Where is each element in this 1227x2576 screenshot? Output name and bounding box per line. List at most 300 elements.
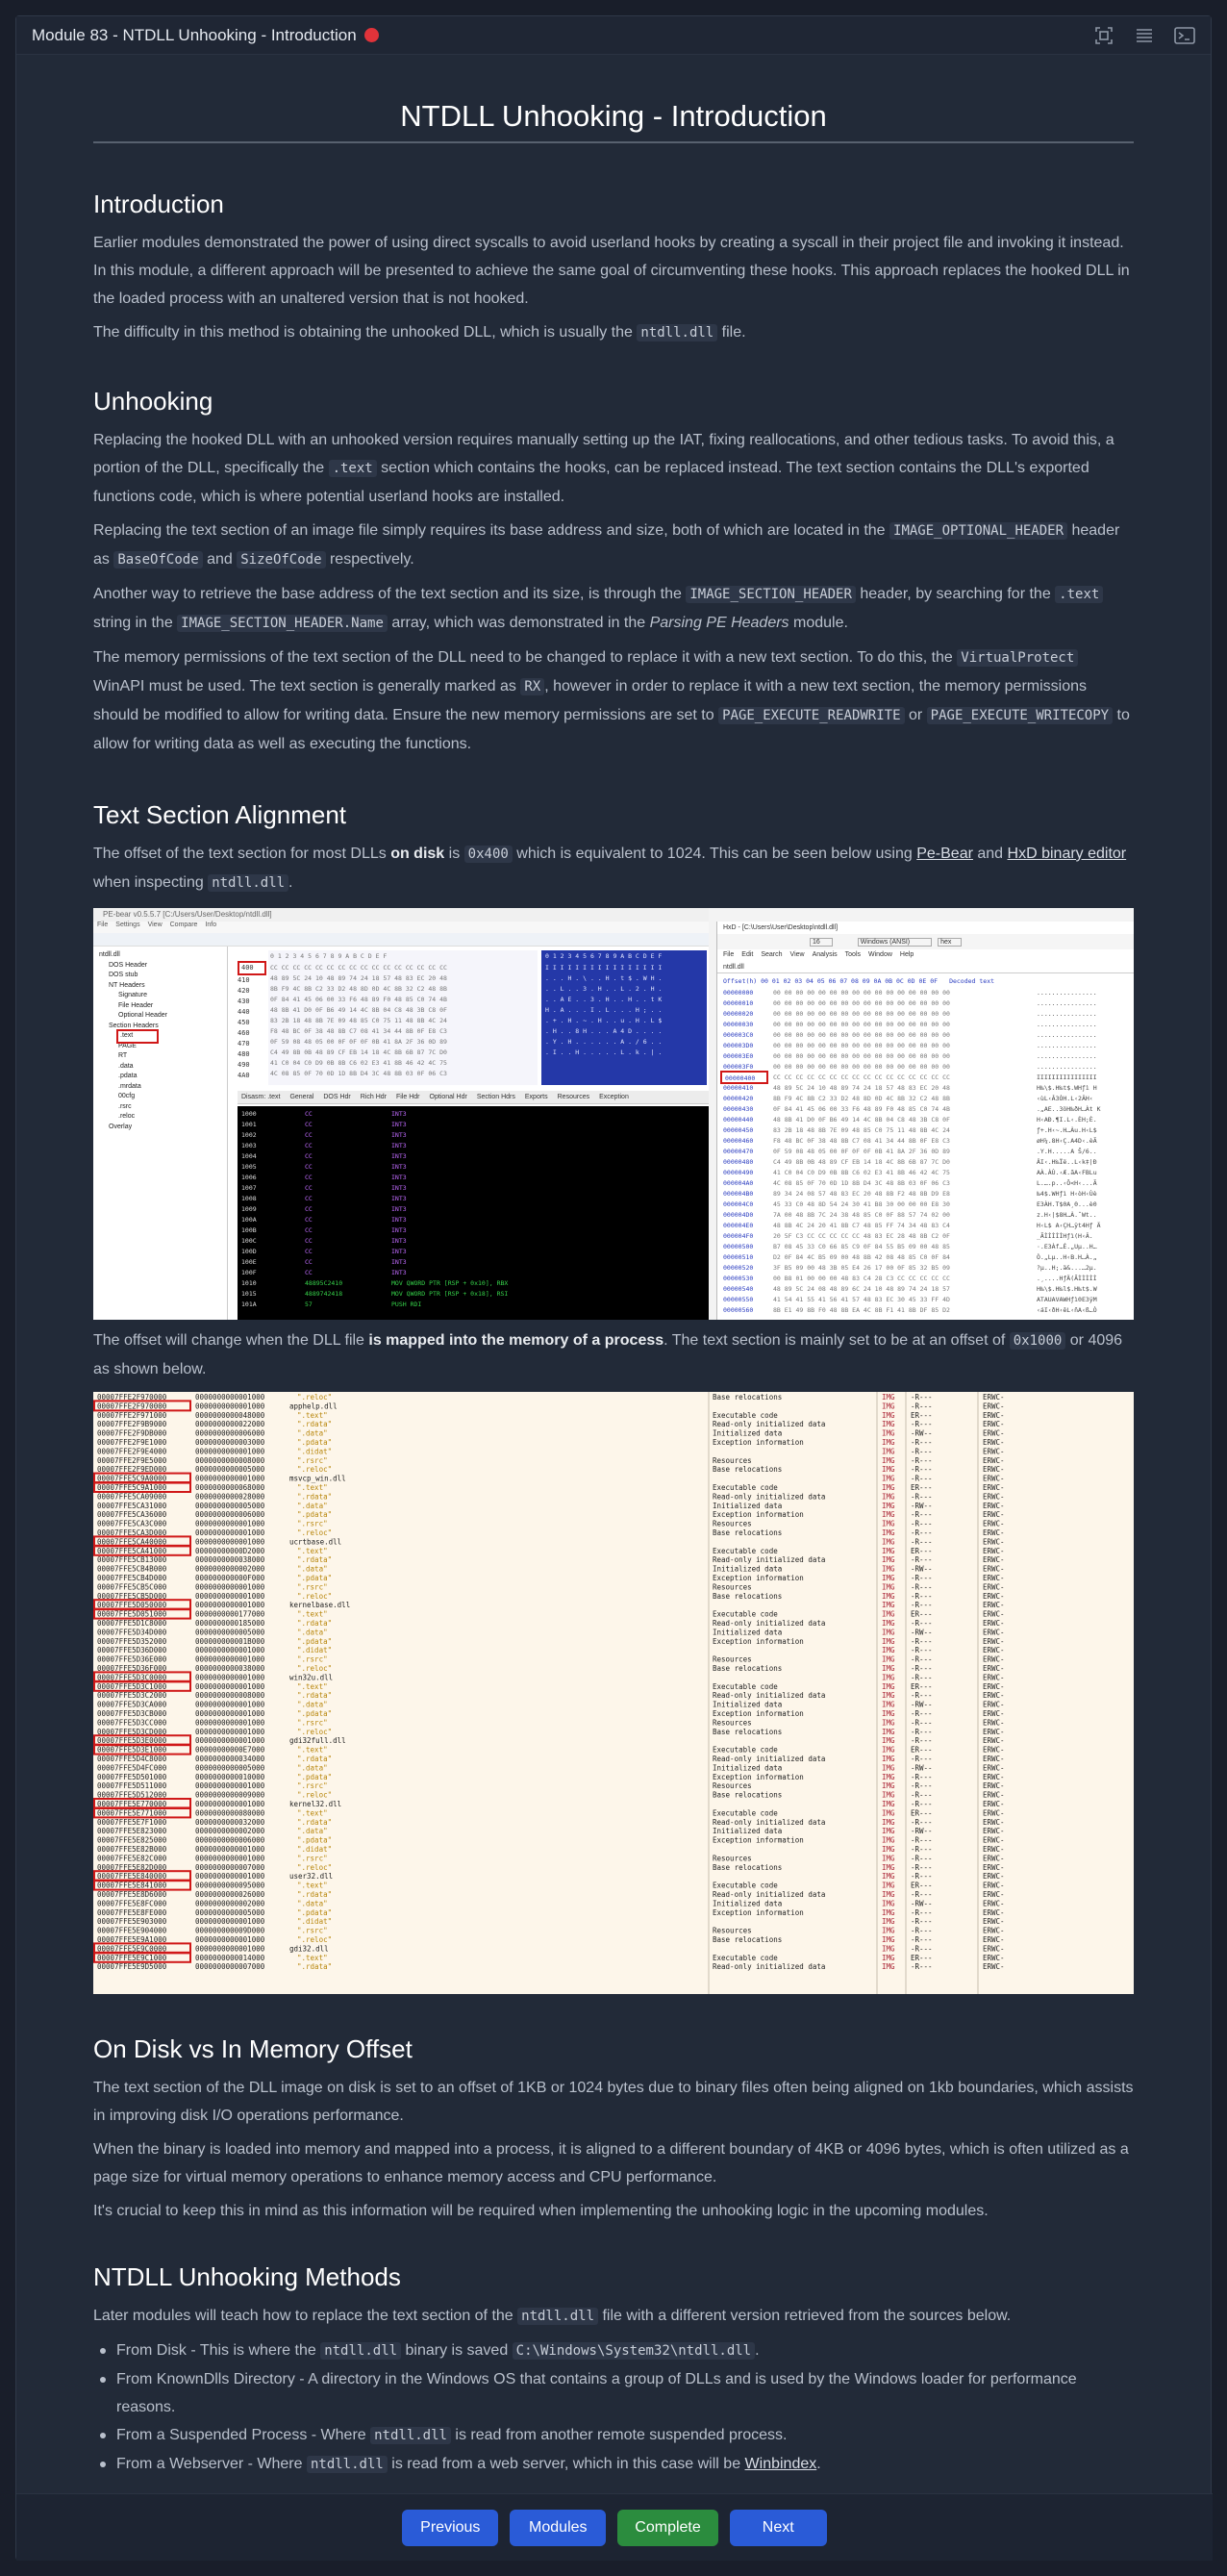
type-cell: IMG — [882, 1917, 895, 1927]
owner-cell: ".data" — [297, 1501, 328, 1510]
pebear-menu-item: File — [97, 922, 109, 928]
type-cell: IMG — [882, 1862, 895, 1872]
svg-text:00 00 00 00 00 00 00 00 00 00: 00 00 00 00 00 00 00 00 00 00 00 00 00 00 00 00 — [773, 1052, 950, 1060]
hxd-encoding-select[interactable]: Windows (ANSI) — [858, 938, 932, 947]
owner-cell: kernelbase.dll — [289, 1601, 351, 1610]
protection-cell: -R--- — [911, 1944, 933, 1954]
protection-cell: ER--- — [911, 1808, 933, 1818]
address-cell: 00007FFE5CB4B000 — [97, 1564, 167, 1574]
type-cell: IMG — [882, 1537, 895, 1547]
pebear-tree-item: Section Headers — [109, 1022, 159, 1029]
inline-code: ntdll.dll — [307, 2456, 388, 2473]
svg-text:INT3: INT3 — [391, 1163, 407, 1171]
svg-text:3F B5 09 00 48 3B 05 E4 26 17: 3F B5 09 00 48 3B 05 E4 26 17 00 0F 85 32 B5 09 — [773, 1264, 950, 1272]
owner-cell: ".data" — [297, 1827, 328, 1836]
type-cell: IMG — [882, 1845, 895, 1854]
svg-text:INT3: INT3 — [391, 1195, 407, 1202]
svg-text:00000540: 00000540 — [723, 1285, 754, 1293]
size-cell: 0000000000001000 — [195, 1402, 265, 1411]
pebear-tab: Rich Hdr — [360, 1094, 387, 1100]
svg-text:00000520: 00000520 — [723, 1264, 754, 1272]
pebear-tab: Resources — [557, 1094, 590, 1100]
svg-text:. Y . H . . . . . . A . / 6 .: . Y . H . . . . . . A . / 6 . . — [545, 1038, 663, 1046]
initial-protection-cell: ERWC- — [983, 1944, 1005, 1954]
initial-protection-cell: ERWC- — [983, 1755, 1005, 1763]
hxd-link[interactable]: HxD binary editor — [1007, 846, 1127, 862]
inline-code: IMAGE_SECTION_HEADER — [686, 586, 856, 603]
svg-text:00000450: 00000450 — [723, 1126, 754, 1134]
size-cell: 0000000000001000 — [195, 1727, 265, 1736]
inline-code: BaseOfCode — [113, 551, 202, 568]
owner-cell: ".text" — [297, 1410, 328, 1420]
initial-protection-cell: ERWC- — [983, 1428, 1005, 1438]
svg-text:00000480: 00000480 — [723, 1158, 754, 1166]
svg-text:‹áI‹ðH‹êL‹ñA‹ß…Ò: ‹áI‹ðH‹êL‹ñA‹ß…Ò — [1037, 1306, 1097, 1314]
svg-text:00000030: 00000030 — [723, 1021, 754, 1028]
svg-text:INT3: INT3 — [391, 1110, 407, 1118]
unhooking-section — [93, 387, 1134, 764]
hxd-title: HxD - [C:\Users\User\Desktop\ntdll.dll] — [723, 924, 839, 931]
type-cell: IMG — [882, 1926, 895, 1935]
hxd-toolbar — [717, 934, 1134, 949]
svg-text:48 89 5C 24 10 48 89 74 24 18: 48 89 5C 24 10 48 89 74 24 18 57 48 83 EC 20 48 — [773, 1084, 950, 1092]
pebear-menu — [93, 922, 709, 933]
svg-text:000004D0: 000004D0 — [723, 1211, 754, 1219]
info-cell: Base relocations — [713, 1935, 783, 1944]
owner-cell: ".text" — [297, 1483, 328, 1492]
type-cell: IMG — [882, 1709, 895, 1718]
size-cell: 00000000000D2000 — [195, 1546, 265, 1555]
svg-text:_ÃÌÌÌÌÌHƒì(H‹Â.: _ÃÌÌÌÌÌHƒì(H‹Â. — [1037, 1232, 1093, 1240]
protection-cell: -R--- — [911, 1781, 933, 1791]
type-cell: IMG — [882, 1763, 895, 1773]
pebear-tree-item: .rsrc — [118, 1102, 132, 1110]
svg-text:CC: CC — [305, 1152, 313, 1160]
pebear-offsets: 400 410 420 430 440 450 460 470 480 490 4A0 — [238, 950, 266, 1085]
type-cell: IMG — [882, 1727, 895, 1736]
svg-text:.Y.H.....A Š/6..: .Y.H.....A Š/6.. — [1037, 1148, 1097, 1155]
address-cell: 00007FFE5E7F1000 — [97, 1817, 167, 1827]
type-cell: IMG — [882, 1628, 895, 1637]
info-cell: Read-only initialized data — [713, 1755, 826, 1763]
svg-text:ÄI‹.H‰Ïë..L‹k‡|Ð: ÄI‹.H‰Ïë..L‹k‡|Ð — [1037, 1158, 1097, 1166]
svg-text:PUSH RDI: PUSH RDI — [391, 1301, 422, 1308]
info-cell: Executable code — [713, 1483, 778, 1492]
address-cell: 00007FFE5E823000 — [97, 1827, 167, 1836]
type-cell: IMG — [882, 1736, 895, 1746]
owner-cell: ".data" — [297, 1628, 328, 1637]
svg-text:48 8B 41 D0 0F B6 49 14 4C 8B: 48 8B 41 D0 0F B6 49 14 4C 8B 04 C8 48 3B C8 0F — [270, 1006, 447, 1014]
size-cell: 0000000000001000 — [195, 1654, 265, 1664]
info-cell: Resources — [713, 1854, 752, 1863]
address-cell: 00007FFE5D051000 — [97, 1609, 167, 1619]
pebear-tab: Exception — [599, 1094, 629, 1100]
info-cell: Initialized data — [713, 1763, 783, 1773]
inline-code: PAGE_EXECUTE_WRITECOPY — [927, 707, 1113, 724]
pebear-tree-item: Signature — [118, 992, 147, 998]
protection-cell: -R--- — [911, 1691, 933, 1701]
svg-text:. I . . H . . . . . L . k . |: . I . . H . . . . . L . k . | . — [545, 1048, 663, 1056]
type-cell: IMG — [882, 1438, 895, 1447]
svg-text:CC: CC — [305, 1248, 313, 1255]
svg-text:48895C2410: 48895C2410 — [305, 1279, 343, 1287]
svg-text:00000440: 00000440 — [723, 1116, 754, 1124]
inline-code: 0x400 — [464, 846, 513, 863]
svg-text:CC: CC — [305, 1205, 313, 1213]
svg-text:AÀ.ÀÙ.‹Æ.ãA‹FBLu: AÀ.ÀÙ.‹Æ.ãA‹FBLu — [1037, 1169, 1097, 1176]
info-cell: Base relocations — [713, 1465, 783, 1475]
initial-protection-cell: ERWC- — [983, 1745, 1005, 1755]
svg-text:·.E3Àf…É.„Uµ..H…: ·.E3Àf…É.„Uµ..H… — [1037, 1243, 1097, 1250]
pebear-tab: Section Hdrs — [476, 1094, 515, 1100]
address-cell: 00007FFE5E903000 — [97, 1917, 167, 1927]
size-cell: 0000000000007000 — [195, 1962, 265, 1972]
pebear-tab: File Hdr — [396, 1094, 420, 1100]
pebear-disasm-view — [238, 1106, 709, 1320]
size-cell: 0000000000001000 — [195, 1681, 265, 1691]
protection-cell: -R--- — [911, 1393, 933, 1402]
initial-protection-cell: ERWC- — [983, 1736, 1005, 1746]
protection-cell: -R--- — [911, 1845, 933, 1854]
modules-button[interactable]: Modules — [510, 2510, 606, 2546]
svg-text:100C: 100C — [241, 1237, 257, 1245]
size-cell: 000000000001B000 — [195, 1636, 265, 1646]
svg-text:‰4$.WHƒì H‹òH‹Ùè: ‰4$.WHƒì H‹òH‹Ùè — [1037, 1190, 1097, 1198]
size-cell: 0000000000005000 — [195, 1763, 265, 1773]
svg-text:20 5F C3 CC CC CC CC CC 48 83: 20 5F C3 CC CC CC CC CC 48 83 EC 28 48 8B C2 0F — [773, 1232, 950, 1240]
type-cell: IMG — [882, 1393, 895, 1402]
complete-button[interactable]: Complete — [617, 2510, 717, 2546]
svg-text:.¸....HƒÄ(ÃÌÌÌÌÌ: .¸....HƒÄ(ÃÌÌÌÌÌ — [1037, 1275, 1097, 1282]
svg-text:1000: 1000 — [241, 1110, 257, 1118]
svg-text:00000510: 00000510 — [723, 1253, 754, 1261]
pebear-tree-item: RT — [118, 1052, 128, 1059]
address-cell: 00007FFE5C9A1000 — [97, 1483, 167, 1492]
inline-code: PAGE_EXECUTE_READWRITE — [718, 707, 904, 724]
info-cell: Exception information — [713, 1574, 804, 1582]
pe-bear-link[interactable]: Pe-Bear — [916, 846, 973, 862]
terminal-icon[interactable] — [1174, 25, 1195, 46]
offset-heading: On Disk vs In Memory Offset — [93, 2034, 413, 2063]
type-cell: IMG — [882, 1790, 895, 1800]
info-cell: Resources — [713, 1718, 752, 1728]
protection-cell: ER--- — [911, 1410, 933, 1420]
address-cell: 00007FFE5E8D6000 — [97, 1890, 167, 1899]
alignment-paragraph-2: The offset will change when the DLL file is mapped into the memory of a process. The text section is mainly set to be at an offset of 0x1000 or 4096 as shown below. — [93, 1332, 1123, 1377]
svg-text:................: ................ — [1037, 1031, 1097, 1039]
svg-text:CC: CC — [305, 1131, 313, 1139]
owner-cell: ".text" — [297, 1546, 328, 1555]
unhooking-paragraph-2: Replacing the text section of an image file simply requires its base address and size, both of which are located in the IMAGE_OPTIONAL_HEADER header as BaseOfCode and SizeOfCode respectively. — [93, 522, 1120, 568]
hxd-tab[interactable]: ntdll.dll — [717, 961, 1134, 973]
pebear-tree-item: DOS stub — [109, 972, 138, 978]
owner-cell: ".pdata" — [297, 1636, 333, 1646]
initial-protection-cell: ERWC- — [983, 1455, 1005, 1465]
pebear-tree-item: ntdll.dll — [99, 951, 120, 958]
protection-cell: -R--- — [911, 1591, 933, 1601]
initial-protection-cell: ERWC- — [983, 1781, 1005, 1791]
size-cell: 0000000000001000 — [195, 1601, 265, 1610]
owner-cell: ".rdata" — [297, 1755, 333, 1763]
protection-cell: -R--- — [911, 1727, 933, 1736]
size-cell: 0000000000014000 — [195, 1953, 265, 1962]
address-cell: 00007FFE2F9E5000 — [97, 1455, 167, 1465]
svg-text:41 54 41 55 41 56 41 57 48 83: 41 54 41 55 41 56 41 57 48 83 EC 30 45 33 FF 4D — [773, 1296, 950, 1303]
protection-cell: -R--- — [911, 1654, 933, 1664]
address-cell: 00007FFE5D3CB000 — [97, 1709, 167, 1718]
owner-cell: apphelp.dll — [289, 1402, 338, 1411]
owner-cell: ".reloc" — [297, 1935, 333, 1944]
svg-text:CC: CC — [305, 1216, 313, 1224]
alignment-memory-paragraph-wrap — [93, 1326, 1134, 1389]
initial-protection-cell: ERWC- — [983, 1681, 1005, 1691]
owner-cell: ".reloc" — [297, 1591, 333, 1601]
address-cell: 00007FFE5E9C0000 — [97, 1944, 167, 1954]
list-item: From KnownDlls Directory - A directory in the Windows OS that contains a group of DLLs and is used by the Windows loader for performance reasons. — [93, 2365, 1134, 2421]
inline-code: IMAGE_SECTION_HEADER.Name — [177, 615, 388, 632]
info-cell: Exception information — [713, 1709, 804, 1718]
svg-text:Ò.„Lµ..H‹B.H…À.„: Ò.„Lµ..H‹B.H…À.„ — [1037, 1253, 1097, 1261]
hxd-column-header: Offset(h) 00 01 02 03 04 05 06 07 08 09 0A 0B 0C 0D 0E 0F Decoded text — [723, 977, 995, 985]
address-cell: 00007FFE2F9E4000 — [97, 1447, 167, 1456]
pebear-tree-item: .data — [118, 1062, 134, 1070]
type-cell: IMG — [882, 1962, 895, 1972]
svg-text:‹ùL‹Â3ÒH.L‹2ÂH‹: ‹ùL‹Â3ÒH.L‹2ÂH‹ — [1037, 1095, 1093, 1102]
address-cell: 00007FFE5D3CC000 — [97, 1718, 167, 1728]
introduction-section — [93, 189, 1134, 353]
svg-text:1015: 1015 — [241, 1290, 257, 1298]
info-cell: Initialized data — [713, 1700, 783, 1709]
pebear-tree-item: PAGE — [118, 1042, 137, 1049]
unhooking-paragraph-3: Another way to retrieve the base address of the text section and its size, is through the IMAGE_SECTION_HEADER header, by searching for the .text string in the IMAGE_SECTION_HEADER.Name array, which was demonstrated in the Parsing PE Headers module. — [93, 580, 1134, 638]
owner-cell: ".rsrc" — [297, 1455, 328, 1465]
pebear-tree-item: NT Headers — [109, 981, 145, 989]
hxd-hex-dump — [717, 985, 1134, 1320]
svg-text:F8 48 BC 0F 38 48 8B C7 08 41: F8 48 BC 0F 38 48 8B C7 08 41 34 44 8B 0F E8 C3 — [270, 1027, 447, 1035]
list-icon[interactable] — [1134, 25, 1155, 46]
address-cell: 00007FFE5E82D000 — [97, 1862, 167, 1872]
owner-cell: ".data" — [297, 1899, 328, 1908]
initial-protection-cell: ERWC- — [983, 1872, 1005, 1881]
address-cell: 00007FFE5D36F000 — [97, 1664, 167, 1673]
initial-protection-cell: ERWC- — [983, 1835, 1005, 1845]
introduction-paragraph-1: Earlier modules demonstrated the power of using direct syscalls to avoid userland hooks by creating a syscall in their project file and invoking it instead. In this module, a different approach will be presented to achieve the same goal of circumventing these hooks. This approach replaces the hooked DLL in the loaded process with an unaltered version that is not hooked. — [93, 235, 1130, 307]
hxd-menu-item: Help — [899, 951, 914, 958]
address-cell: 00007FFE5CB5D000 — [97, 1591, 167, 1601]
svg-text:7A 00 48 8B 7C 24 38 48 85 C0: 7A 00 48 8B 7C 24 38 48 85 C0 0F 88 57 74 02 00 — [773, 1211, 950, 1219]
size-cell: 0000000000008000 — [195, 1691, 265, 1701]
fullscreen-icon[interactable] — [1093, 25, 1114, 46]
info-cell: Initialized data — [713, 1564, 783, 1574]
initial-protection-cell: ERWC- — [983, 1845, 1005, 1854]
protection-cell: -R--- — [911, 1510, 933, 1520]
protection-cell: -R--- — [911, 1555, 933, 1565]
owner-cell: ".pdata" — [297, 1835, 333, 1845]
svg-text:INT3: INT3 — [391, 1142, 407, 1149]
address-cell: 00007FFE5C9A0000 — [97, 1474, 167, 1483]
initial-protection-cell: ERWC- — [983, 1881, 1005, 1890]
status-dot — [364, 28, 379, 42]
owner-cell: ".data" — [297, 1428, 328, 1438]
svg-text:000003C0: 000003C0 — [723, 1031, 754, 1039]
protection-cell: -R--- — [911, 1872, 933, 1881]
svg-text:INT3: INT3 — [391, 1258, 407, 1266]
size-cell: 0000000000001000 — [195, 1781, 265, 1791]
svg-text:83 2B 18 48 8B 7E 09 48 85 C0: 83 2B 18 48 8B 7E 09 48 85 C0 75 11 48 8B 4C 24 — [773, 1126, 950, 1134]
svg-text:1006: 1006 — [241, 1174, 257, 1181]
svg-text:CC: CC — [305, 1174, 313, 1181]
previous-button[interactable]: Previous — [402, 2510, 498, 2546]
initial-protection-cell: ERWC- — [983, 1546, 1005, 1555]
svg-text:0F 84 41 45 06 00 33 F6 48 89: 0F 84 41 45 06 00 33 F6 48 89 F0 48 85 C0 74 4B — [773, 1105, 950, 1113]
owner-cell: ".text" — [297, 1953, 328, 1962]
initial-protection-cell: ERWC- — [983, 1800, 1005, 1808]
owner-cell: win32u.dll — [289, 1673, 334, 1682]
owner-cell: ".rsrc" — [297, 1854, 328, 1863]
protection-cell: -R--- — [911, 1709, 933, 1718]
owner-cell: ucrtbase.dll — [289, 1537, 342, 1547]
hxd-base-select[interactable]: hex — [938, 938, 962, 947]
protection-cell: -R--- — [911, 1800, 933, 1808]
type-cell: IMG — [882, 1817, 895, 1827]
address-cell: 00007FFE5E82C000 — [97, 1854, 167, 1863]
svg-text:INT3: INT3 — [391, 1205, 407, 1213]
svg-text:1002: 1002 — [241, 1131, 257, 1139]
svg-text:CC: CC — [305, 1163, 313, 1171]
info-cell: Base relocations — [713, 1591, 783, 1601]
type-cell: IMG — [882, 1681, 895, 1691]
inline-code: ntdll.dll — [637, 324, 717, 341]
protection-cell: -R--- — [911, 1673, 933, 1682]
size-cell: 0000000000005000 — [195, 1907, 265, 1917]
initial-protection-cell: ERWC- — [983, 1718, 1005, 1728]
svg-text:1005: 1005 — [241, 1163, 257, 1171]
hxd-menu-item: View — [789, 951, 805, 958]
protection-cell: -R--- — [911, 1455, 933, 1465]
svg-text:00 00 00 00 00 00 00 00 00 00: 00 00 00 00 00 00 00 00 00 00 00 00 00 00 00 00 — [773, 1031, 950, 1039]
svg-text:1007: 1007 — [241, 1184, 257, 1192]
protection-cell: -R--- — [911, 1474, 933, 1483]
owner-cell: ".text" — [297, 1609, 328, 1619]
owner-cell: msvcp_win.dll — [289, 1474, 346, 1483]
type-cell: IMG — [882, 1555, 895, 1565]
type-cell: IMG — [882, 1574, 895, 1582]
info-cell: Executable code — [713, 1410, 778, 1420]
size-cell: 0000000000001000 — [195, 1709, 265, 1718]
svg-text:INT3: INT3 — [391, 1131, 407, 1139]
svg-text:øH¼.8H‹Ç.A4D‹.èÃ: øH¼.8H‹Ç.A4D‹.èÃ — [1037, 1137, 1097, 1145]
svg-text:C4 49 8B 0B 48 89 CF EB 14 18: C4 49 8B 0B 48 89 CF EB 14 18 4C 8B 6B 87 7C D0 — [270, 1048, 447, 1056]
owner-cell: ".pdata" — [297, 1709, 333, 1718]
type-cell: IMG — [882, 1410, 895, 1420]
svg-text:................: ................ — [1037, 1010, 1097, 1018]
owner-cell: ".reloc" — [297, 1862, 333, 1872]
size-cell: 0000000000001000 — [195, 1854, 265, 1863]
svg-text:H‰\$.H‰t$.WHƒì H: H‰\$.H‰t$.WHƒì H — [1037, 1084, 1097, 1092]
initial-protection-cell: ERWC- — [983, 1474, 1005, 1483]
protection-cell: -R--- — [911, 1447, 933, 1456]
size-cell: 0000000000001000 — [195, 1845, 265, 1854]
address-cell: 00007FFE5CA09000 — [97, 1492, 167, 1502]
type-cell: IMG — [882, 1907, 895, 1917]
initial-protection-cell: ERWC- — [983, 1564, 1005, 1574]
inline-code: 0x1000 — [1010, 1332, 1066, 1350]
type-cell: IMG — [882, 1755, 895, 1763]
protection-cell: -RW-- — [911, 1564, 933, 1574]
size-cell: 0000000000006000 — [195, 1428, 265, 1438]
svg-text:00000490: 00000490 — [723, 1169, 754, 1176]
inline-code: VirtualProtect — [957, 649, 1078, 667]
svg-text:IIIIIIIIIIIIIIII: IIIIIIIIIIIIIIII — [1037, 1073, 1097, 1081]
size-cell: 0000000000005000 — [195, 1501, 265, 1510]
size-cell: 0000000000001000 — [195, 1582, 265, 1592]
inline-code: .text — [329, 460, 377, 477]
svg-text:8B E1 49 8B F0 48 8B EA 4C 8B: 8B E1 49 8B F0 48 8B EA 4C 8B F1 41 8B DF 85 D2 — [773, 1306, 950, 1314]
pebear-tree-item: 00cfg — [118, 1093, 136, 1099]
address-cell: 00007FFE5CA40000 — [97, 1537, 167, 1547]
protection-cell: -R--- — [911, 1646, 933, 1655]
pebear-hxd-screenshot — [93, 908, 1134, 1320]
initial-protection-cell: ERWC- — [983, 1962, 1005, 1972]
pebear-tab: General — [289, 1094, 314, 1100]
type-cell: IMG — [882, 1546, 895, 1555]
initial-protection-cell: ERWC- — [983, 1582, 1005, 1592]
svg-text:1009: 1009 — [241, 1205, 257, 1213]
owner-cell: gdi32full.dll — [289, 1736, 346, 1746]
type-cell: IMG — [882, 1501, 895, 1510]
owner-cell: ".text" — [297, 1881, 328, 1890]
type-cell: IMG — [882, 1944, 895, 1954]
owner-cell: ".rsrc" — [297, 1654, 328, 1664]
unhooking-heading: Unhooking — [93, 387, 213, 416]
hxd-menu — [717, 949, 1134, 961]
type-cell: IMG — [882, 1854, 895, 1863]
size-cell: 0000000000005000 — [195, 1465, 265, 1475]
address-cell: 00007FFE5D3CD000 — [97, 1727, 167, 1736]
svg-text:101A: 101A — [241, 1301, 257, 1308]
owner-cell: ".data" — [297, 1763, 328, 1773]
winbindex-link[interactable]: Winbindex — [744, 2456, 817, 2472]
size-cell: 0000000000001000 — [195, 1519, 265, 1528]
pebear-tree-item: Overlay — [109, 1123, 133, 1130]
svg-text:00 00 00 00 00 00 00 00 00 00: 00 00 00 00 00 00 00 00 00 00 00 00 00 00 00 00 — [773, 1010, 950, 1018]
svg-text:00000400: 00000400 — [725, 1074, 756, 1082]
svg-text:000004E0: 000004E0 — [723, 1222, 754, 1229]
size-cell: 0000000000001000 — [195, 1393, 265, 1402]
owner-cell: ".data" — [297, 1564, 328, 1574]
svg-text:100D: 100D — [241, 1248, 257, 1255]
address-cell: 00007FFE5E8FC000 — [97, 1899, 167, 1908]
next-button[interactable]: Next — [730, 2510, 827, 2546]
protection-cell: -R--- — [911, 1537, 933, 1547]
svg-text:0F 59 08 48 05 00 0F 0F 0F 0B: 0F 59 08 48 05 00 0F 0F 0F 0B 41 8A 2F 36 0D 89 — [270, 1038, 447, 1046]
size-cell: 0000000000177000 — [195, 1609, 265, 1619]
protection-cell: ER--- — [911, 1546, 933, 1555]
svg-text:H‰\$.H‰l$.H‰t$.W: H‰\$.H‰l$.H‰t$.W — [1037, 1285, 1097, 1293]
protection-cell: -R--- — [911, 1528, 933, 1537]
svg-text:CC: CC — [305, 1269, 313, 1276]
initial-protection-cell: ERWC- — [983, 1591, 1005, 1601]
owner-cell: ".reloc" — [297, 1528, 333, 1537]
hxd-cols-select[interactable]: 16 — [810, 938, 833, 947]
size-cell: 0000000000185000 — [195, 1619, 265, 1628]
initial-protection-cell: ERWC- — [983, 1537, 1005, 1547]
protection-cell: -R--- — [911, 1402, 933, 1411]
owner-cell: ".rdata" — [297, 1420, 333, 1429]
svg-text:100E: 100E — [241, 1258, 257, 1266]
protection-cell: -RW-- — [911, 1428, 933, 1438]
alignment-paragraph-1: The offset of the text section for most DLLs on disk is 0x400 which is equivalent to 1024. This can be seen below using Pe-Bear and HxD binary editor when inspecting ntdll.dll . — [93, 846, 1127, 891]
